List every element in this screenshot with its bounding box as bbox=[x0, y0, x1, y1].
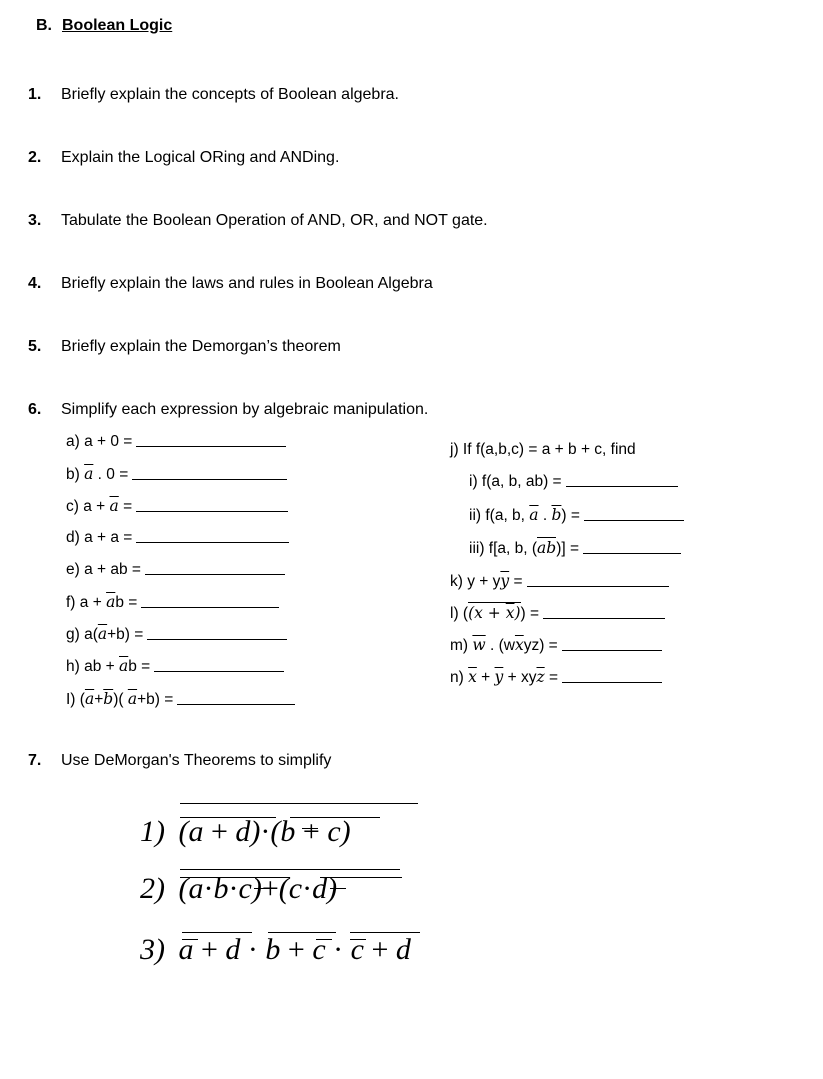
overline-3a bbox=[182, 932, 252, 933]
question-number: 4. bbox=[28, 275, 42, 292]
expression-1: 1) (a + d)·(b + c) bbox=[140, 815, 351, 848]
answer-blank[interactable] bbox=[147, 638, 287, 640]
item-k: k) $y + y\overline{y}$ = bbox=[450, 572, 669, 591]
expression-2: 2) (a·b·c)+(c·d) bbox=[140, 872, 338, 905]
overline-3b bbox=[268, 932, 336, 933]
question-number: 3. bbox=[28, 212, 42, 229]
overline-c-2b bbox=[330, 888, 346, 889]
answer-blank[interactable] bbox=[583, 552, 681, 554]
expression-3: 3) a + d · b + c · c + d bbox=[140, 933, 411, 966]
answer-blank[interactable] bbox=[584, 519, 684, 521]
question-text: Briefly explain the laws and rules in Boolean Algebra bbox=[61, 275, 433, 292]
question-number: 1. bbox=[28, 86, 42, 103]
answer-blank[interactable] bbox=[141, 606, 279, 608]
question-number: 6. bbox=[28, 401, 42, 418]
overline-inner-2b bbox=[320, 877, 402, 878]
answer-blank[interactable] bbox=[136, 510, 288, 512]
answer-blank[interactable] bbox=[527, 585, 669, 587]
overline-b-1 bbox=[302, 828, 318, 829]
overline-c-3b bbox=[350, 939, 366, 940]
item-j-i: i) f(a, b, ab) = bbox=[469, 473, 678, 491]
answer-blank[interactable] bbox=[136, 445, 286, 447]
overline-a-3 bbox=[182, 939, 198, 940]
overline-c-3 bbox=[316, 939, 332, 940]
item-e: e) a + ab = bbox=[66, 561, 285, 579]
question-text: Simplify each expression by algebraic manipulation. bbox=[61, 401, 429, 418]
answer-blank[interactable] bbox=[566, 485, 678, 487]
item-d: d) a + a = bbox=[66, 529, 289, 547]
answer-blank[interactable] bbox=[543, 617, 665, 619]
answer-blank[interactable] bbox=[562, 649, 662, 651]
question-text: Tabulate the Boolean Operation of AND, OR, and NOT gate. bbox=[61, 212, 488, 229]
question-number: 7. bbox=[28, 752, 42, 769]
overline-inner-1a bbox=[180, 817, 276, 818]
item-l: l) $((x + \overline{x}))$ = bbox=[450, 604, 665, 623]
item-a: a) a + 0 = bbox=[66, 433, 286, 451]
item-b: b) $\overline{a}$ . 0 = bbox=[66, 465, 287, 484]
section-title: Boolean Logic bbox=[62, 17, 173, 34]
item-n: n) $\overline{x} + \overline{y} + xy\overline{z}$ = bbox=[450, 668, 662, 687]
overline-inner-1b bbox=[290, 817, 380, 818]
question-text: Briefly explain the concepts of Boolean algebra. bbox=[61, 86, 399, 103]
overline-outer-1 bbox=[180, 803, 418, 804]
question-text: Use DeMorgan's Theorems to simplify bbox=[61, 752, 332, 769]
question-number: 5. bbox=[28, 338, 42, 355]
question-text: Briefly explain the Demorgan’s theorem bbox=[61, 338, 341, 355]
overline-c-2a bbox=[254, 888, 270, 889]
item-m: m) $\overline{w}$ . $(w\overline{x}yz)$ = bbox=[450, 636, 662, 655]
question-number: 2. bbox=[28, 149, 42, 166]
answer-blank[interactable] bbox=[136, 541, 289, 543]
item-j: j) If f(a,b,c) = a + b + c, find bbox=[450, 441, 636, 458]
item-j-iii: iii) f[a, b, (ab)] = bbox=[469, 539, 681, 558]
answer-blank[interactable] bbox=[132, 478, 287, 480]
overline-3c bbox=[350, 932, 420, 933]
demorgan-expressions bbox=[130, 795, 450, 985]
answer-blank[interactable] bbox=[154, 670, 284, 672]
overline-inner-2a bbox=[180, 877, 290, 878]
section-heading bbox=[36, 17, 172, 35]
answer-blank[interactable] bbox=[145, 573, 285, 575]
answer-blank[interactable] bbox=[562, 681, 662, 683]
item-c: c) $a + \overline{a}$ = bbox=[66, 497, 288, 516]
answer-blank[interactable] bbox=[177, 703, 295, 705]
item-g: g) $a(\overline{a}+b)$ = bbox=[66, 625, 287, 644]
item-i: I) $(\overline{a}+\overline{b})$( $\overline{a}+b$) = bbox=[66, 690, 295, 709]
item-h: h) ab + $\overline{a}b$ = bbox=[66, 657, 284, 676]
overline-outer-2 bbox=[180, 869, 400, 870]
section-letter: B. bbox=[36, 17, 52, 34]
item-f: f) $a + \overline{a}b$ = bbox=[66, 593, 279, 612]
item-j-ii: ii) f(a, b, $\overline{a}$ . $\overline{b}$) = bbox=[469, 506, 684, 525]
question-text: Explain the Logical ORing and ANDing. bbox=[61, 149, 340, 166]
